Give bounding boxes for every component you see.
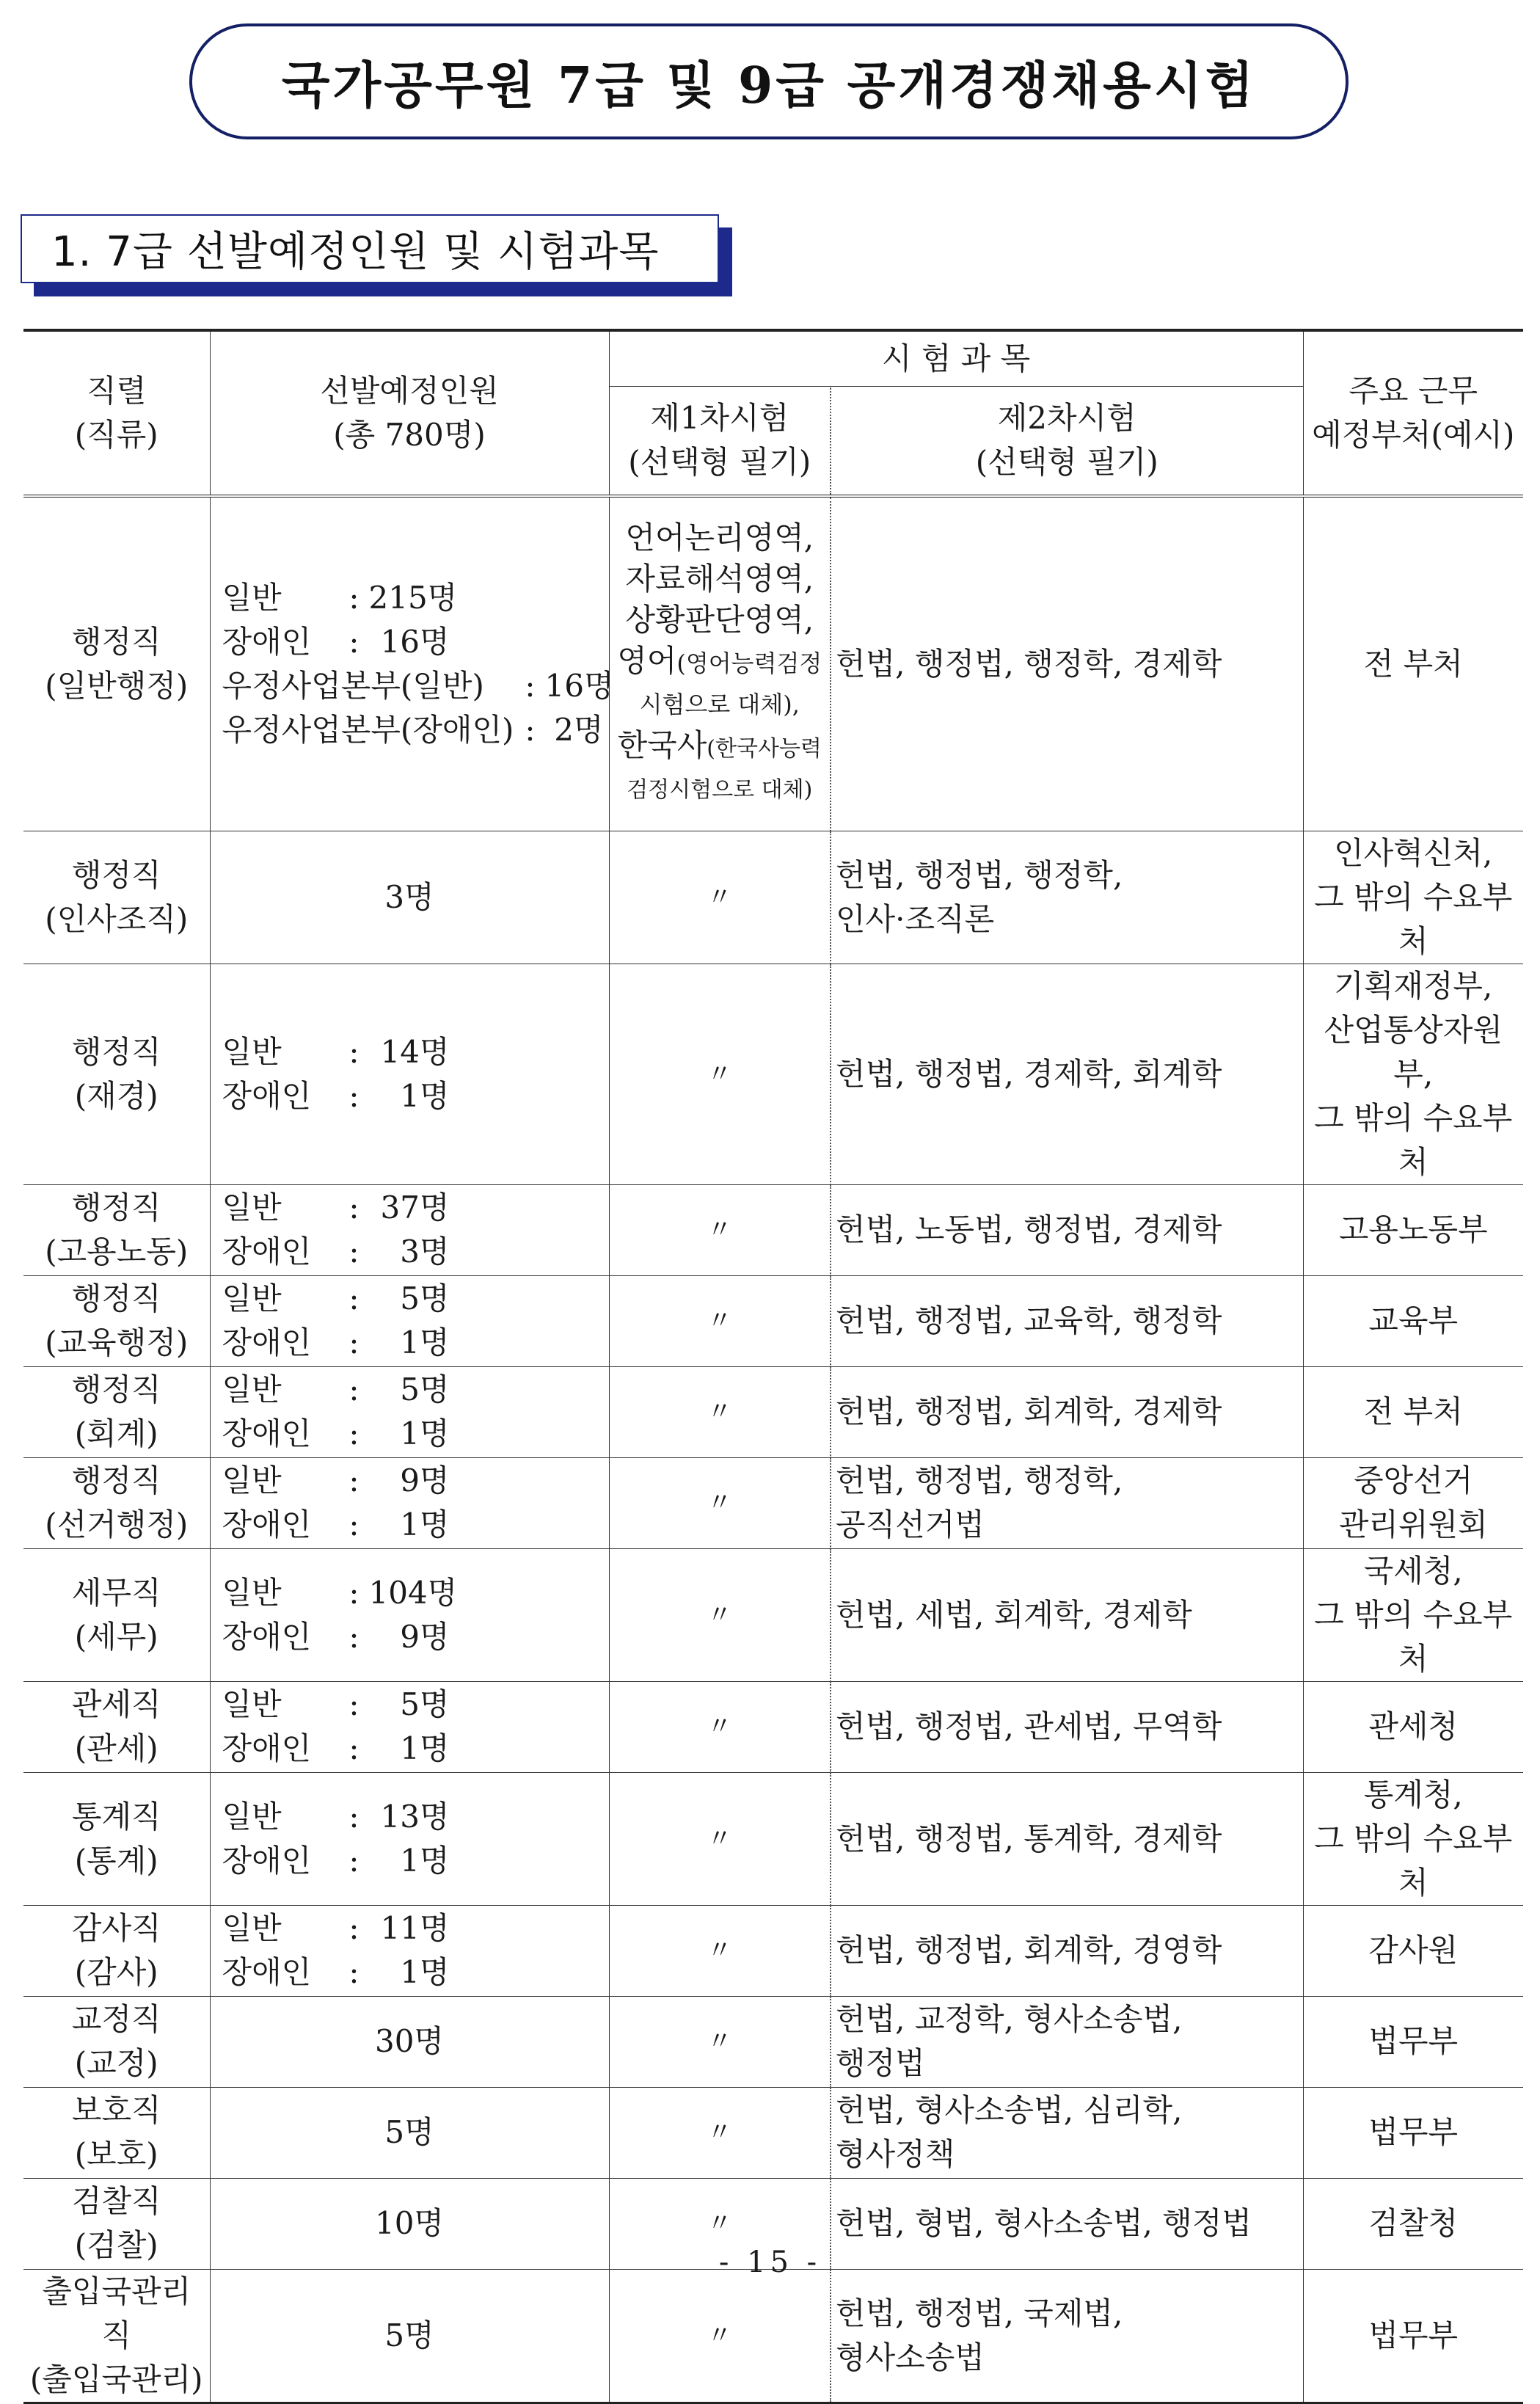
second-exam-line: 행정법 <box>836 2045 925 2081</box>
second-exam-cell <box>831 496 1303 831</box>
first-exam-ditto: 〃 <box>609 1548 831 1681</box>
first-exam-ditto: 〃 <box>609 831 831 964</box>
count-label: 일반 <box>222 1798 282 1835</box>
dept-line: 감사원 <box>1368 1932 1459 1968</box>
table-row <box>23 1457 1523 1548</box>
dept-cell <box>1303 1275 1523 1366</box>
dept-line: 전 부처 <box>1363 1394 1463 1429</box>
job-subtype: (회계) <box>74 1416 158 1451</box>
count-number: 2명 <box>554 711 604 748</box>
job-subtype: (출입국관리) <box>29 2361 203 2397</box>
dept-line: 그 밖의 수요부처 <box>1314 878 1513 959</box>
job-name: 세무직 <box>71 1574 161 1611</box>
count-cell <box>210 2269 609 2403</box>
second-exam-line: 헌법, 행정법, 행정학, 경제학 <box>836 645 1222 682</box>
count-label: 일반 <box>222 1190 282 1225</box>
second-exam-line: 헌법, 노동법, 행정법, 경제학 <box>836 1212 1222 1247</box>
count-number: 9명 <box>400 1463 450 1498</box>
count-cell <box>210 1548 609 1681</box>
job-cell <box>23 1681 210 1772</box>
first-exam-ditto: 〃 <box>609 2178 831 2269</box>
dept-line: 기획재정부, <box>1334 967 1493 1004</box>
count-label: 일반 <box>222 1281 282 1316</box>
job-subtype: (통계) <box>74 1842 158 1879</box>
first-exam-ditto: 〃 <box>609 1366 831 1457</box>
header-count-line1: 선발예정인원 <box>320 373 499 409</box>
count-cell <box>210 1905 609 1996</box>
second-exam-line: 헌법, 행정법, 통계학, 경제학 <box>836 1820 1222 1857</box>
job-name: 통계직 <box>71 1798 161 1835</box>
table-row <box>23 2269 1523 2403</box>
second-exam-line: 헌법, 행정법, 회계학, 경영학 <box>836 1932 1222 1968</box>
job-subtype: (교정) <box>74 2045 158 2081</box>
first-exam-cell <box>609 496 831 831</box>
count-number: 1명 <box>400 1507 450 1542</box>
job-subtype: (인사조직) <box>45 900 189 937</box>
second-exam-line: 헌법, 행정법, 행정학, <box>836 1463 1123 1498</box>
first-exam-ditto: 〃 <box>609 1184 831 1275</box>
dept-line: 통계청, <box>1363 1776 1463 1813</box>
count-cell <box>210 1366 609 1457</box>
second-exam-cell <box>831 1681 1303 1772</box>
second-exam-line: 헌법, 행정법, 회계학, 경제학 <box>836 1394 1222 1429</box>
count-colon: : <box>348 1190 360 1225</box>
count-colon: : <box>348 1372 360 1407</box>
count-label: 장애인 <box>222 1234 312 1270</box>
count-cell <box>210 1681 609 1772</box>
table-row <box>23 964 1523 1184</box>
dept-line: 관세청 <box>1368 1708 1459 1744</box>
count-label: 일반 <box>222 579 282 616</box>
count-colon: : <box>348 1325 360 1361</box>
second-exam-cell <box>831 1366 1303 1457</box>
dept-line: 검찰청 <box>1368 2205 1459 2241</box>
section-heading-text: 1. 7급 선발예정인원 및 시험과목 <box>21 214 719 283</box>
second-exam-line: 헌법, 형법, 형사소송법, 행정법 <box>836 2205 1252 2241</box>
count-colon: : <box>348 1686 360 1722</box>
count-label: 장애인 <box>222 1842 312 1879</box>
count-total: 3명 <box>384 878 434 915</box>
header-second-line1: 제2차시험 <box>997 400 1136 437</box>
count-label: 장애인 <box>222 1507 312 1542</box>
count-number: 1명 <box>400 1077 450 1114</box>
first-exam-ditto: 〃 <box>609 1772 831 1905</box>
count-cell <box>210 1457 609 1548</box>
job-name: 검찰직 <box>71 2183 161 2219</box>
table-row <box>23 1366 1523 1457</box>
first-exam-line: 자료해석영역, <box>625 560 814 597</box>
dept-line: 그 밖의 수요부처 <box>1314 1099 1513 1180</box>
header-job <box>23 330 210 496</box>
table-row <box>23 1905 1523 1996</box>
table-row <box>23 1681 1523 1772</box>
job-name: 관세직 <box>71 1686 161 1722</box>
job-cell <box>23 2269 210 2403</box>
second-exam-cell <box>831 831 1303 964</box>
header-dept <box>1303 330 1523 496</box>
count-label: 장애인 <box>222 1325 312 1361</box>
dept-line: 법무부 <box>1368 2317 1459 2353</box>
job-subtype: (선거행정) <box>45 1507 189 1542</box>
second-exam-line: 공직선거법 <box>836 1507 985 1542</box>
count-label: 우정사업본부(일반) <box>222 667 484 704</box>
second-exam-line: 헌법, 교정학, 형사소송법, <box>836 2001 1183 2037</box>
first-exam-line: 시험으로 대체), <box>639 690 800 718</box>
second-exam-cell <box>831 1996 1303 2087</box>
second-exam-cell <box>831 1457 1303 1548</box>
dept-line: 법무부 <box>1368 2023 1459 2059</box>
count-colon: : <box>348 623 360 660</box>
first-exam-history-note: (한국사능력 <box>707 735 822 762</box>
count-number: 1명 <box>400 1730 450 1766</box>
count-label: 장애인 <box>222 623 312 660</box>
header-dept-line1: 주요 근무 <box>1349 373 1478 409</box>
dept-cell <box>1303 1905 1523 1996</box>
count-number: 16명 <box>544 667 614 704</box>
job-subtype: (일반행정) <box>45 667 189 704</box>
count-cell <box>210 496 614 831</box>
first-exam-ditto: 〃 <box>609 964 831 1184</box>
job-subtype: (검찰) <box>74 2227 158 2263</box>
dept-line: 전 부처 <box>1363 645 1463 682</box>
count-number: 9명 <box>400 1618 450 1655</box>
count-colon: : <box>348 1954 360 1990</box>
dept-cell <box>1303 2269 1523 2403</box>
page-number: - 15 - <box>718 2245 822 2279</box>
dept-cell <box>1303 964 1523 1184</box>
dept-line: 그 밖의 수요부처 <box>1314 1596 1513 1677</box>
count-number: 14명 <box>380 1033 450 1070</box>
count-number: 215명 <box>368 579 458 616</box>
count-number: 1명 <box>400 1416 450 1451</box>
count-colon: : <box>348 1077 360 1114</box>
second-exam-line: 헌법, 행정법, 관세법, 무역학 <box>836 1708 1222 1744</box>
job-subtype: (감사) <box>74 1954 158 1990</box>
count-label: 장애인 <box>222 1954 312 1990</box>
count-number: 1명 <box>400 1954 450 1990</box>
count-label: 일반 <box>222 1910 282 1946</box>
table-row <box>23 1996 1523 2087</box>
header-subjects: 시 험 과 목 <box>609 330 1303 386</box>
job-subtype: (고용노동) <box>45 1234 189 1270</box>
count-label: 일반 <box>222 1372 282 1407</box>
second-exam-cell <box>831 1772 1303 1905</box>
count-number: 5명 <box>400 1281 450 1316</box>
table-row <box>23 1548 1523 1681</box>
job-cell <box>23 1548 210 1681</box>
header-count <box>210 330 609 496</box>
dept-cell <box>1303 1184 1523 1275</box>
header-job-line2: (직류) <box>74 417 158 453</box>
job-subtype: (관세) <box>74 1730 158 1766</box>
table-row <box>23 1184 1523 1275</box>
count-colon: : <box>348 1730 360 1766</box>
count-number: 1명 <box>400 1325 450 1361</box>
dept-cell <box>1303 1548 1523 1681</box>
table-row <box>23 496 1523 831</box>
count-label: 장애인 <box>222 1618 312 1655</box>
second-exam-cell <box>831 1275 1303 1366</box>
page-title: 국가공무원 7급 및 9급 공개경쟁채용시험 <box>189 23 1349 139</box>
count-label: 장애인 <box>222 1730 312 1766</box>
count-number: 13명 <box>380 1798 450 1835</box>
header-first-exam <box>609 386 831 496</box>
first-exam-ditto: 〃 <box>609 1996 831 2087</box>
second-exam-cell <box>831 2269 1303 2403</box>
job-cell <box>23 1996 210 2087</box>
second-exam-cell <box>831 1905 1303 1996</box>
section-heading <box>21 214 732 296</box>
count-label: 일반 <box>222 1033 282 1070</box>
job-cell <box>23 1366 210 1457</box>
job-cell <box>23 831 210 964</box>
second-exam-line: 형사소송법 <box>836 2339 985 2375</box>
count-colon: : <box>348 1234 360 1270</box>
dept-cell <box>1303 1996 1523 2087</box>
count-colon: : <box>348 1033 360 1070</box>
job-name: 교정직 <box>71 2001 161 2037</box>
count-colon: : <box>525 711 536 748</box>
count-total: 10명 <box>374 2205 444 2241</box>
dept-line: 그 밖의 수요부처 <box>1314 1820 1513 1901</box>
job-cell <box>23 1457 210 1548</box>
first-exam-ditto: 〃 <box>609 1905 831 1996</box>
first-exam-ditto: 〃 <box>609 1681 831 1772</box>
dept-line: 중앙선거 <box>1354 1463 1473 1498</box>
count-number: 5명 <box>400 1686 450 1722</box>
job-name: 행정직 <box>71 1463 161 1498</box>
job-cell <box>23 496 210 831</box>
dept-cell <box>1303 831 1523 964</box>
count-total: 30명 <box>374 2023 444 2059</box>
header-dept-line2: 예정부처(예시) <box>1312 417 1515 453</box>
count-cell <box>210 2087 609 2178</box>
header-second-line2: (선택형 필기) <box>975 444 1158 481</box>
count-colon: : <box>348 1798 360 1835</box>
count-cell <box>210 964 609 1184</box>
dept-line: 법무부 <box>1368 2114 1459 2150</box>
count-colon: : <box>348 1507 360 1542</box>
table-row <box>23 831 1523 964</box>
dept-line: 고용노동부 <box>1338 1212 1488 1247</box>
count-label: 우정사업본부(장애인) <box>222 711 514 748</box>
dept-cell <box>1303 2087 1523 2178</box>
count-label: 장애인 <box>222 1077 312 1114</box>
dept-cell <box>1303 496 1523 831</box>
count-number: 37명 <box>380 1190 450 1225</box>
job-cell <box>23 1905 210 1996</box>
count-number: 5명 <box>400 1372 450 1407</box>
second-exam-cell <box>831 2087 1303 2178</box>
dept-cell <box>1303 1681 1523 1772</box>
first-exam-ditto: 〃 <box>609 2087 831 2178</box>
header-job-line1: 직렬 <box>87 373 147 409</box>
job-name: 보호직 <box>71 2092 161 2128</box>
table-row <box>23 1772 1523 1905</box>
job-cell <box>23 1184 210 1275</box>
job-name: 감사직 <box>71 1910 161 1946</box>
job-subtype: (세무) <box>74 1618 158 1655</box>
job-cell <box>23 2087 210 2178</box>
count-colon: : <box>348 579 360 616</box>
dept-line: 관리위원회 <box>1338 1507 1488 1542</box>
count-number: 3명 <box>400 1234 450 1270</box>
first-exam-ditto: 〃 <box>609 2269 831 2403</box>
count-colon: : <box>348 1463 360 1498</box>
second-exam-line: 헌법, 세법, 회계학, 경제학 <box>836 1596 1192 1633</box>
first-exam-history: 한국사 <box>617 726 707 763</box>
first-exam-line: 상황판단영역, <box>625 601 814 638</box>
dept-line: 국세청, <box>1363 1552 1463 1589</box>
count-number: 1명 <box>400 1842 450 1879</box>
table-row <box>23 1275 1523 1366</box>
first-exam-line: 검정시험으로 대체) <box>627 776 813 803</box>
dept-cell <box>1303 1366 1523 1457</box>
job-subtype: (교육행정) <box>45 1325 189 1361</box>
count-label: 일반 <box>222 1463 282 1498</box>
dept-line: 교육부 <box>1368 1303 1459 1338</box>
count-label: 장애인 <box>222 1416 312 1451</box>
count-label: 일반 <box>222 1686 282 1722</box>
second-exam-line: 형사정책 <box>836 2136 955 2172</box>
job-name: 행정직 <box>71 1033 161 1070</box>
second-exam-cell <box>831 1184 1303 1275</box>
job-name: 행정직 <box>71 1372 161 1407</box>
job-subtype: (재경) <box>74 1077 158 1114</box>
count-cell <box>210 1996 609 2087</box>
job-name: 행정직 <box>71 856 161 893</box>
job-name: 행정직 <box>71 623 161 660</box>
dept-cell <box>1303 1772 1523 1905</box>
first-exam-line <box>614 725 826 770</box>
header-first-line2: (선택형 필기) <box>628 444 811 481</box>
second-exam-cell <box>831 964 1303 1184</box>
job-name: 출입국관리직 <box>42 2273 191 2353</box>
job-name: 행정직 <box>71 1281 161 1316</box>
first-exam-ditto: 〃 <box>609 1275 831 1366</box>
first-exam-ditto: 〃 <box>609 1457 831 1548</box>
dept-cell <box>1303 1457 1523 1548</box>
second-exam-line: 헌법, 행정법, 행정학, <box>836 856 1123 893</box>
second-exam-line: 헌법, 행정법, 교육학, 행정학 <box>836 1303 1222 1338</box>
table-row <box>23 2087 1523 2178</box>
first-exam-english-note: (영어능력검정 <box>676 649 822 677</box>
count-number: 16명 <box>380 623 450 660</box>
count-colon: : <box>348 1281 360 1316</box>
second-exam-line: 헌법, 행정법, 국제법, <box>836 2295 1123 2331</box>
count-total: 5명 <box>384 2317 434 2353</box>
selection-table <box>23 329 1523 2404</box>
dept-line: 산업통상자원부, <box>1324 1011 1503 1092</box>
count-colon: : <box>348 1910 360 1946</box>
count-total: 5명 <box>384 2114 434 2150</box>
second-exam-cell <box>831 1548 1303 1681</box>
first-exam-english: 영어 <box>617 642 677 679</box>
count-cell <box>210 831 609 964</box>
header-first-line1: 제1차시험 <box>650 400 789 437</box>
job-cell <box>23 1275 210 1366</box>
second-exam-line: 인사·조직론 <box>836 900 995 937</box>
first-exam-line <box>614 641 826 684</box>
second-exam-line: 헌법, 형사소송법, 심리학, <box>836 2092 1183 2128</box>
first-exam-line: 언어논리영역, <box>625 519 814 556</box>
job-subtype: (보호) <box>74 2136 158 2172</box>
dept-line: 인사혁신처, <box>1334 834 1493 871</box>
count-number: 11명 <box>380 1910 450 1946</box>
count-colon: : <box>525 667 536 704</box>
count-cell <box>210 1184 609 1275</box>
count-number: 104명 <box>368 1574 458 1611</box>
second-exam-line: 헌법, 행정법, 경제학, 회계학 <box>836 1055 1222 1092</box>
count-cell <box>210 1772 609 1905</box>
count-colon: : <box>348 1574 360 1611</box>
count-cell <box>210 1275 609 1366</box>
job-cell <box>23 1772 210 1905</box>
header-count-line2: (총 780명) <box>333 417 486 453</box>
job-cell <box>23 964 210 1184</box>
job-name: 행정직 <box>71 1190 161 1225</box>
count-colon: : <box>348 1618 360 1655</box>
count-label: 일반 <box>222 1574 282 1611</box>
header-second-exam <box>831 386 1303 496</box>
count-colon: : <box>348 1416 360 1451</box>
count-colon: : <box>348 1842 360 1879</box>
